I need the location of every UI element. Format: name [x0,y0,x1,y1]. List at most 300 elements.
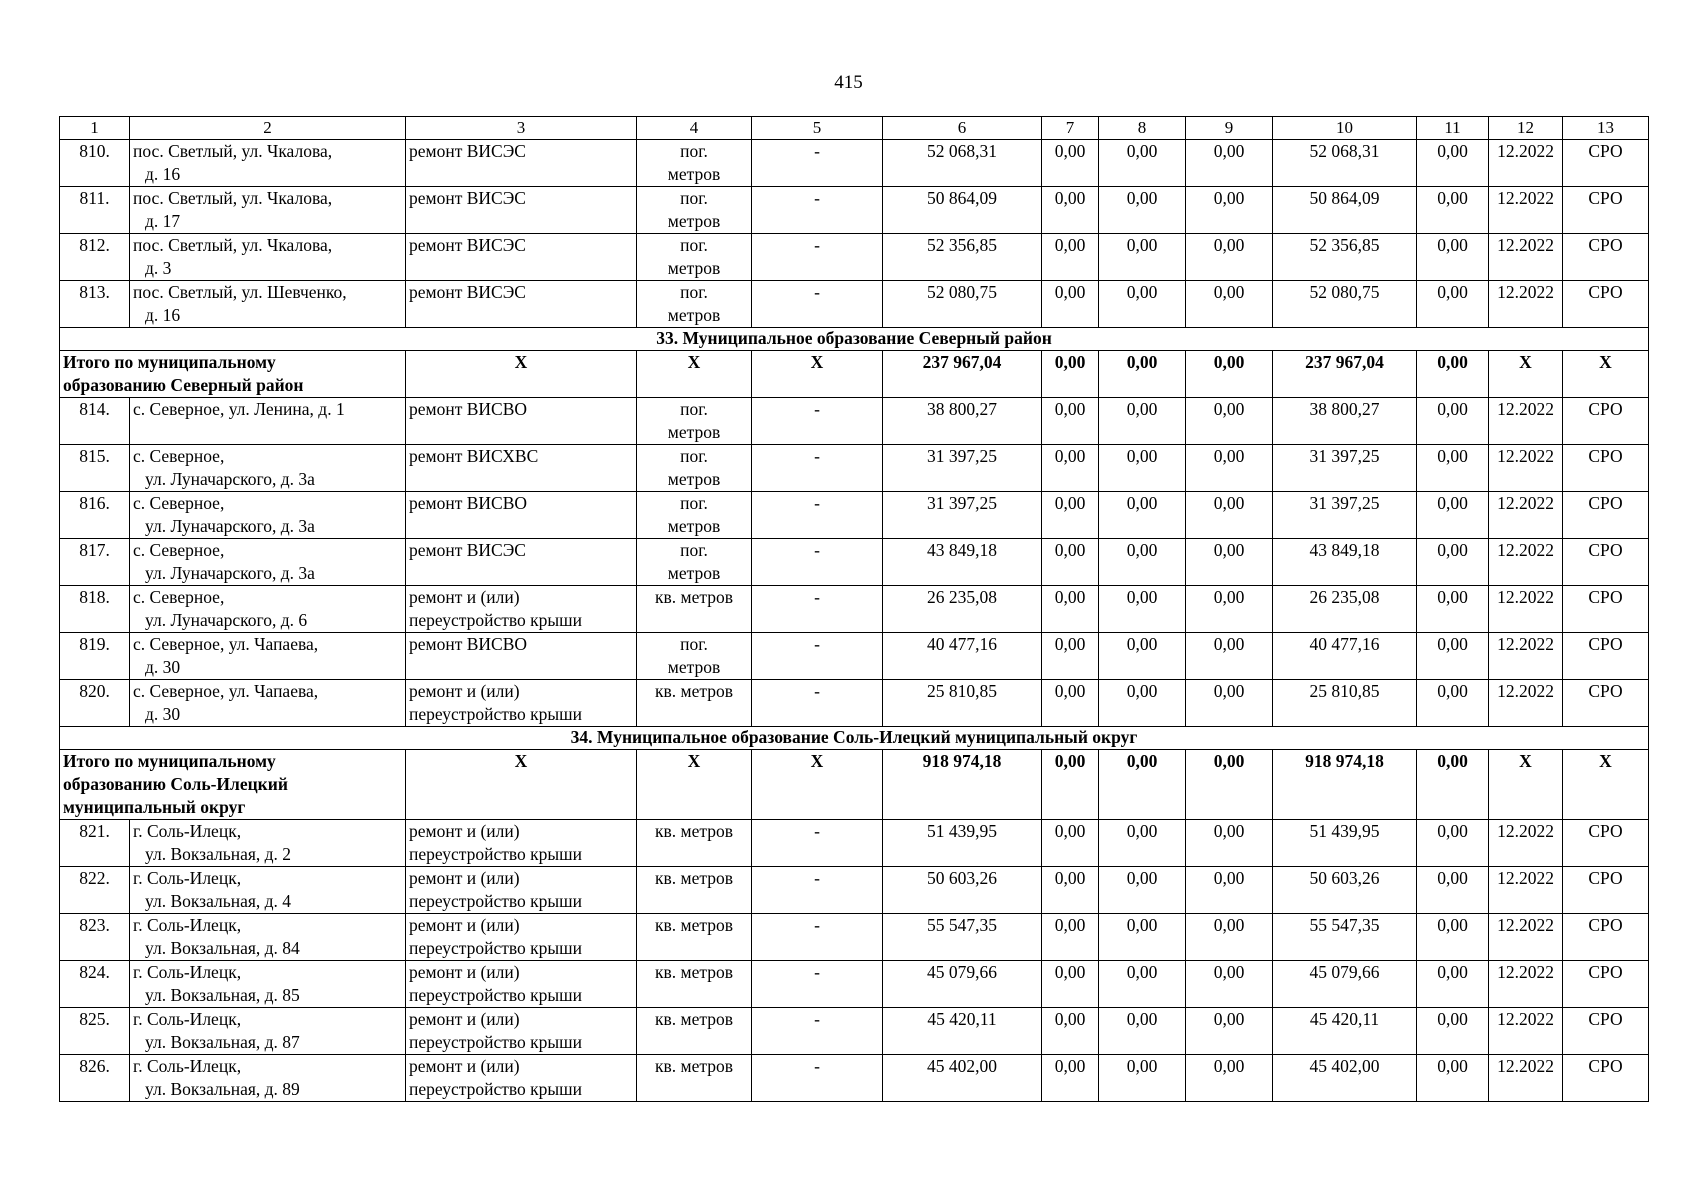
unit-cell-line: кв. метров [655,1056,733,1076]
col-5-cell: - [752,1008,883,1055]
col-5-cell: - [752,914,883,961]
col-8-cell: 0,00 [1099,398,1186,445]
address-cell-line: пос. Светлый, ул. Чкалова, [133,141,333,161]
table-row [60,586,1649,633]
col-9-cell: 0,00 [1186,1055,1273,1102]
completion-date-cell: 12.2022 [1489,492,1563,539]
header-cell-9: 9 [1186,117,1273,140]
method-cell: СРО [1563,961,1649,1008]
col-5-cell: - [752,680,883,727]
unit-cell-line: метров [667,258,721,278]
address-cell-line: ул. Вокзальная, д. 4 [145,891,292,911]
unit-cell [637,398,752,445]
address-cell-line: г. Соль-Илецк, [133,962,242,982]
col-11-cell: 0,00 [1417,187,1489,234]
unit-cell-line: пог. [680,399,708,419]
address-cell [130,867,406,914]
total-label [60,750,406,820]
total-col-12: X [1489,351,1563,398]
total-col-3: X [406,351,637,398]
table-row [60,234,1649,281]
col-7-cell: 0,00 [1042,187,1099,234]
method-cell: СРО [1563,1055,1649,1102]
unit-cell [637,867,752,914]
total-label [60,351,406,398]
col-7-cell: 0,00 [1042,140,1099,187]
unit-cell-line: кв. метров [655,587,733,607]
col-6-cost-cell: 38 800,27 [883,398,1042,445]
col-7-cell: 0,00 [1042,680,1099,727]
work-type-cell-line: ремонт и (или) [409,868,520,888]
address-cell-line: д. 16 [145,164,181,184]
table-row [60,633,1649,680]
col-6-cost-cell: 52 068,31 [883,140,1042,187]
row-number: 821. [60,820,130,867]
method-cell: СРО [1563,140,1649,187]
row-number: 824. [60,961,130,1008]
unit-cell-line: кв. метров [655,821,733,841]
header-cell-11: 11 [1417,117,1489,140]
unit-cell-line: пог. [680,235,708,255]
row-number: 820. [60,680,130,727]
header-cell-10: 10 [1273,117,1417,140]
address-cell-line: ул. Вокзальная, д. 2 [145,844,292,864]
work-type-cell-line: переустройство крыши [409,704,582,724]
header-cell-5: 5 [752,117,883,140]
table-row [60,867,1649,914]
work-type-cell-line: переустройство крыши [409,1032,582,1052]
address-cell-line: пос. Светлый, ул. Чкалова, [133,188,333,208]
unit-cell [637,187,752,234]
col-11-cell: 0,00 [1417,398,1489,445]
address-cell-line: с. Северное, ул. Чапаева, [133,681,319,701]
address-cell-line: с. Северное, [133,587,225,607]
total-col-8: 0,00 [1099,750,1186,820]
table-row [60,914,1649,961]
address-cell [130,187,406,234]
work-type-cell [406,1008,637,1055]
work-type-cell [406,234,637,281]
section-heading-row [60,328,1649,351]
total-col-7: 0,00 [1042,750,1099,820]
col-10-cell: 52 068,31 [1273,140,1417,187]
col-6-cost-cell: 45 402,00 [883,1055,1042,1102]
col-7-cell: 0,00 [1042,633,1099,680]
method-cell: СРО [1563,680,1649,727]
row-number: 818. [60,586,130,633]
address-cell [130,633,406,680]
unit-cell-line: пог. [680,634,708,654]
total-label-line: Итого по муниципальному [63,352,276,372]
total-label-line: Итого по муниципальному [63,751,276,771]
col-9-cell: 0,00 [1186,820,1273,867]
unit-cell [637,586,752,633]
work-type-cell-line: ремонт и (или) [409,1009,520,1029]
col-8-cell: 0,00 [1099,187,1186,234]
col-7-cell: 0,00 [1042,1008,1099,1055]
col-10-cell: 40 477,16 [1273,633,1417,680]
table-row [60,539,1649,586]
col-9-cell: 0,00 [1186,539,1273,586]
col-10-cell: 43 849,18 [1273,539,1417,586]
unit-cell-line: метров [667,657,721,677]
col-10-cell: 55 547,35 [1273,914,1417,961]
col-10-cell: 50 603,26 [1273,867,1417,914]
work-type-cell-line: переустройство крыши [409,844,582,864]
unit-cell [637,539,752,586]
col-10-cell: 31 397,25 [1273,492,1417,539]
address-cell-line: ул. Луначарского, д. 6 [145,610,308,630]
unit-cell-line: кв. метров [655,681,733,701]
completion-date-cell: 12.2022 [1489,961,1563,1008]
address-cell-line: ул. Вокзальная, д. 84 [145,938,300,958]
col-6-cost-cell: 51 439,95 [883,820,1042,867]
col-5-cell: - [752,445,883,492]
table-row [60,445,1649,492]
col-8-cell: 0,00 [1099,281,1186,328]
col-6-cost-cell: 43 849,18 [883,539,1042,586]
unit-cell-line: кв. метров [655,868,733,888]
work-type-cell-line: ремонт ВИСВО [409,493,528,513]
address-cell-line: пос. Светлый, ул. Шевченко, [133,282,347,302]
header-cell-7: 7 [1042,117,1099,140]
address-cell-line: ул. Вокзальная, д. 89 [145,1079,300,1099]
col-11-cell: 0,00 [1417,961,1489,1008]
unit-cell-line: пог. [680,446,708,466]
col-8-cell: 0,00 [1099,820,1186,867]
total-label-line: образованию Северный район [63,375,304,395]
address-cell [130,281,406,328]
total-col-11: 0,00 [1417,750,1489,820]
col-6-cost-cell: 26 235,08 [883,586,1042,633]
address-cell-line: г. Соль-Илецк, [133,915,242,935]
total-col-10: 918 974,18 [1273,750,1417,820]
address-cell-line: д. 30 [145,704,181,724]
municipality-total-row [60,351,1649,398]
col-5-cell: - [752,867,883,914]
unit-cell-line: пог. [680,141,708,161]
completion-date-cell: 12.2022 [1489,1008,1563,1055]
total-col-12: X [1489,750,1563,820]
col-5-cell: - [752,961,883,1008]
work-type-cell [406,492,637,539]
col-9-cell: 0,00 [1186,398,1273,445]
method-cell: СРО [1563,633,1649,680]
work-type-cell-line: ремонт и (или) [409,1056,520,1076]
col-10-cell: 25 810,85 [1273,680,1417,727]
work-type-cell-line: переустройство крыши [409,610,582,630]
page-number: 415 [834,72,863,93]
row-number: 817. [60,539,130,586]
address-cell-line: г. Соль-Илецк, [133,868,242,888]
col-11-cell: 0,00 [1417,492,1489,539]
work-type-cell-line: ремонт ВИСЭС [409,282,526,302]
row-number: 816. [60,492,130,539]
completion-date-cell: 12.2022 [1489,867,1563,914]
unit-cell-line: пог. [680,493,708,513]
table-body [60,117,1649,1102]
unit-cell [637,281,752,328]
col-9-cell: 0,00 [1186,867,1273,914]
col-7-cell: 0,00 [1042,398,1099,445]
header-cell-3: 3 [406,117,637,140]
table-row [60,820,1649,867]
col-6-cost-cell: 52 080,75 [883,281,1042,328]
total-col-5: X [752,750,883,820]
col-8-cell: 0,00 [1099,445,1186,492]
address-cell [130,680,406,727]
col-11-cell: 0,00 [1417,820,1489,867]
col-11-cell: 0,00 [1417,867,1489,914]
address-cell [130,914,406,961]
table-row [60,1008,1649,1055]
total-col-9: 0,00 [1186,750,1273,820]
unit-cell [637,1055,752,1102]
address-cell [130,1055,406,1102]
work-type-cell-line: ремонт и (или) [409,681,520,701]
header-cell-8: 8 [1099,117,1186,140]
address-cell [130,1008,406,1055]
col-11-cell: 0,00 [1417,1055,1489,1102]
row-number: 812. [60,234,130,281]
address-cell-line: с. Северное, [133,446,225,466]
address-cell-line: д. 16 [145,305,181,325]
address-cell-line: г. Соль-Илецк, [133,1056,242,1076]
work-type-cell [406,820,637,867]
method-cell: СРО [1563,492,1649,539]
work-type-cell-line: ремонт ВИСВО [409,634,528,654]
unit-cell-line: метров [667,211,721,231]
col-5-cell: - [752,1055,883,1102]
work-type-cell [406,445,637,492]
work-type-cell [406,1055,637,1102]
col-11-cell: 0,00 [1417,539,1489,586]
col-6-cost-cell: 31 397,25 [883,492,1042,539]
total-label-line: образованию Соль-Илецкий [63,774,288,794]
address-cell-line: д. 17 [145,211,181,231]
col-8-cell: 0,00 [1099,680,1186,727]
unit-cell-line: кв. метров [655,962,733,982]
completion-date-cell: 12.2022 [1489,820,1563,867]
unit-cell-line: пог. [680,188,708,208]
completion-date-cell: 12.2022 [1489,281,1563,328]
col-8-cell: 0,00 [1099,586,1186,633]
work-type-cell-line: ремонт ВИСВО [409,399,528,419]
table-row [60,281,1649,328]
total-col-8: 0,00 [1099,351,1186,398]
col-6-cost-cell: 55 547,35 [883,914,1042,961]
method-cell: СРО [1563,234,1649,281]
col-8-cell: 0,00 [1099,140,1186,187]
col-8-cell: 0,00 [1099,867,1186,914]
unit-cell [637,633,752,680]
col-10-cell: 45 420,11 [1273,1008,1417,1055]
col-9-cell: 0,00 [1186,680,1273,727]
method-cell: СРО [1563,1008,1649,1055]
col-9-cell: 0,00 [1186,961,1273,1008]
unit-cell [637,680,752,727]
work-type-cell [406,140,637,187]
address-cell-line: г. Соль-Илецк, [133,821,242,841]
col-10-cell: 38 800,27 [1273,398,1417,445]
col-8-cell: 0,00 [1099,539,1186,586]
work-type-cell-line: ремонт ВИСЭС [409,540,526,560]
completion-date-cell: 12.2022 [1489,187,1563,234]
column-number-header-row [60,117,1649,140]
unit-cell-line: пог. [680,282,708,302]
completion-date-cell: 12.2022 [1489,445,1563,492]
table-row [60,492,1649,539]
col-5-cell: - [752,820,883,867]
work-type-cell [406,281,637,328]
col-6-cost-cell: 50 603,26 [883,867,1042,914]
col-11-cell: 0,00 [1417,1008,1489,1055]
col-11-cell: 0,00 [1417,281,1489,328]
method-cell: СРО [1563,445,1649,492]
header-cell-13: 13 [1563,117,1649,140]
col-9-cell: 0,00 [1186,1008,1273,1055]
unit-cell [637,445,752,492]
total-col-9: 0,00 [1186,351,1273,398]
col-6-cost-cell: 45 420,11 [883,1008,1042,1055]
unit-cell-line: метров [667,516,721,536]
col-7-cell: 0,00 [1042,914,1099,961]
total-col-6: 237 967,04 [883,351,1042,398]
work-type-cell-line: переустройство крыши [409,938,582,958]
work-type-cell-line: ремонт ВИСЭС [409,141,526,161]
col-8-cell: 0,00 [1099,1008,1186,1055]
header-cell-6: 6 [883,117,1042,140]
unit-cell-line: метров [667,469,721,489]
address-cell-line: с. Северное, [133,540,225,560]
col-9-cell: 0,00 [1186,445,1273,492]
table-row [60,1055,1649,1102]
address-cell-line: г. Соль-Илецк, [133,1009,242,1029]
address-cell-line: пос. Светлый, ул. Чкалова, [133,235,333,255]
header-cell-2: 2 [130,117,406,140]
col-5-cell: - [752,187,883,234]
row-number: 811. [60,187,130,234]
col-10-cell: 26 235,08 [1273,586,1417,633]
col-5-cell: - [752,234,883,281]
row-number: 825. [60,1008,130,1055]
col-5-cell: - [752,492,883,539]
unit-cell [637,140,752,187]
header-cell-4: 4 [637,117,752,140]
work-type-cell [406,398,637,445]
col-7-cell: 0,00 [1042,820,1099,867]
unit-cell-line: метров [667,164,721,184]
col-11-cell: 0,00 [1417,140,1489,187]
work-type-cell-line: ремонт и (или) [409,821,520,841]
total-col-4: X [637,750,752,820]
method-cell: СРО [1563,187,1649,234]
total-col-11: 0,00 [1417,351,1489,398]
address-cell-line: д. 30 [145,657,181,677]
municipality-total-row [60,750,1649,820]
col-10-cell: 51 439,95 [1273,820,1417,867]
col-5-cell: - [752,633,883,680]
address-cell-line: ул. Вокзальная, д. 85 [145,985,300,1005]
col-10-cell: 31 397,25 [1273,445,1417,492]
method-cell: СРО [1563,586,1649,633]
col-11-cell: 0,00 [1417,445,1489,492]
work-type-cell [406,680,637,727]
table-row [60,398,1649,445]
address-cell-line: ул. Луначарского, д. 3а [145,516,315,536]
row-number: 819. [60,633,130,680]
work-type-cell-line: ремонт и (или) [409,915,520,935]
col-11-cell: 0,00 [1417,586,1489,633]
completion-date-cell: 12.2022 [1489,914,1563,961]
completion-date-cell: 12.2022 [1489,140,1563,187]
unit-cell [637,1008,752,1055]
work-type-cell-line: ремонт ВИСХВС [409,446,539,466]
completion-date-cell: 12.2022 [1489,1055,1563,1102]
col-10-cell: 45 402,00 [1273,1055,1417,1102]
col-6-cost-cell: 52 356,85 [883,234,1042,281]
section-title: 34. Муниципальное образование Соль-Илецкий муниципальный округ [60,727,1649,750]
header-cell-12: 12 [1489,117,1563,140]
col-9-cell: 0,00 [1186,633,1273,680]
col-6-cost-cell: 25 810,85 [883,680,1042,727]
work-type-cell-line: переустройство крыши [409,1079,582,1099]
repair-program-table [59,116,1649,1102]
col-9-cell: 0,00 [1186,234,1273,281]
work-type-cell [406,187,637,234]
unit-cell-line: метров [667,422,721,442]
method-cell: СРО [1563,914,1649,961]
unit-cell-line: пог. [680,540,708,560]
col-11-cell: 0,00 [1417,633,1489,680]
table-row [60,187,1649,234]
method-cell: СРО [1563,867,1649,914]
unit-cell [637,820,752,867]
work-type-cell-line: ремонт ВИСЭС [409,235,526,255]
work-type-cell [406,586,637,633]
col-10-cell: 52 080,75 [1273,281,1417,328]
unit-cell [637,961,752,1008]
work-type-cell [406,867,637,914]
unit-cell [637,492,752,539]
section-heading-row [60,727,1649,750]
total-col-5: X [752,351,883,398]
row-number: 814. [60,398,130,445]
col-7-cell: 0,00 [1042,445,1099,492]
total-col-3: X [406,750,637,820]
work-type-cell [406,914,637,961]
method-cell: СРО [1563,281,1649,328]
col-5-cell: - [752,539,883,586]
col-11-cell: 0,00 [1417,914,1489,961]
row-number: 823. [60,914,130,961]
address-cell-line: ул. Луначарского, д. 3а [145,563,315,583]
col-5-cell: - [752,140,883,187]
total-col-10: 237 967,04 [1273,351,1417,398]
header-cell-1: 1 [60,117,130,140]
address-cell-line: д. 3 [145,258,172,278]
work-type-cell [406,633,637,680]
completion-date-cell: 12.2022 [1489,539,1563,586]
unit-cell-line: метров [667,563,721,583]
col-6-cost-cell: 50 864,09 [883,187,1042,234]
table-row [60,140,1649,187]
col-9-cell: 0,00 [1186,586,1273,633]
col-8-cell: 0,00 [1099,492,1186,539]
section-title: 33. Муниципальное образование Северный район [60,328,1649,351]
col-7-cell: 0,00 [1042,234,1099,281]
unit-cell [637,234,752,281]
